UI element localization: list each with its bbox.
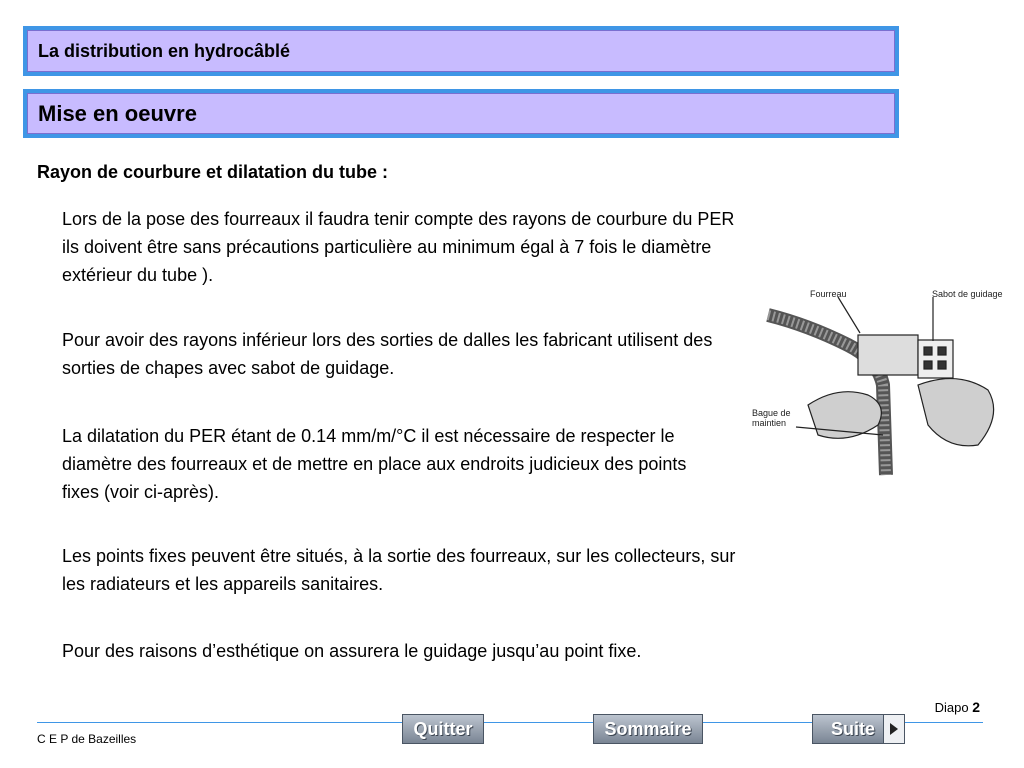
paragraph-points-fixes: Les points fixes peuvent être situés, à la sortie des fourreaux, sur les collecteurs, sur les radiateurs et les appareils sanitaires. [62, 546, 736, 594]
summary-label: Sommaire [604, 718, 692, 739]
next-label: Suite [831, 718, 876, 739]
next-button[interactable] [812, 714, 905, 744]
guidage-illustration [748, 275, 1018, 480]
slide-label: Diapo [934, 700, 969, 715]
quit-button[interactable] [402, 714, 484, 744]
organization-name: C E P de Bazeilles [37, 732, 137, 746]
content-heading: Rayon de courbure et dilatation du tube : [37, 162, 389, 182]
label-fourreau: Fourreau [810, 289, 847, 299]
slide-indicator [935, 699, 980, 715]
subtitle-bar [23, 89, 899, 138]
slide-number: 2 [972, 699, 980, 715]
guidage-drawing [748, 275, 1018, 480]
summary-button[interactable] [593, 714, 703, 744]
paragraph-courbure: Lors de la pose des fourreaux il faudra tenir compte des rayons de courbure du PER ils doivent être sans précautions particulière au minimum égal à 7 fois le diamètre extérieur du tube ). [62, 209, 735, 285]
quit-label: Quitter [413, 718, 473, 739]
section-title: Mise en oeuvre [27, 93, 895, 134]
label-bague: Bague de maintien [752, 408, 791, 428]
paragraph-dilatation: La dilatation du PER étant de 0.14 mm/m/°C il est nécessaire de respecter le diamètre des fourreaux et de mettre en place aux endroits judicieux des points fixes (voir ci-après). [62, 426, 687, 502]
paragraph-sorties: Pour avoir des rayons inférieur lors des sorties de dalles les fabricant utilisent des sorties de chapes avec sabot de guidage. [62, 330, 713, 378]
title-bar [23, 26, 899, 76]
play-right-icon [883, 715, 904, 743]
label-sabot: Sabot de guidage [932, 289, 1003, 299]
page-title: La distribution en hydrocâblé [27, 30, 895, 72]
paragraph-esthetique: Pour des raisons d’esthétique on assurera le guidage jusqu’au point fixe. [62, 641, 642, 661]
